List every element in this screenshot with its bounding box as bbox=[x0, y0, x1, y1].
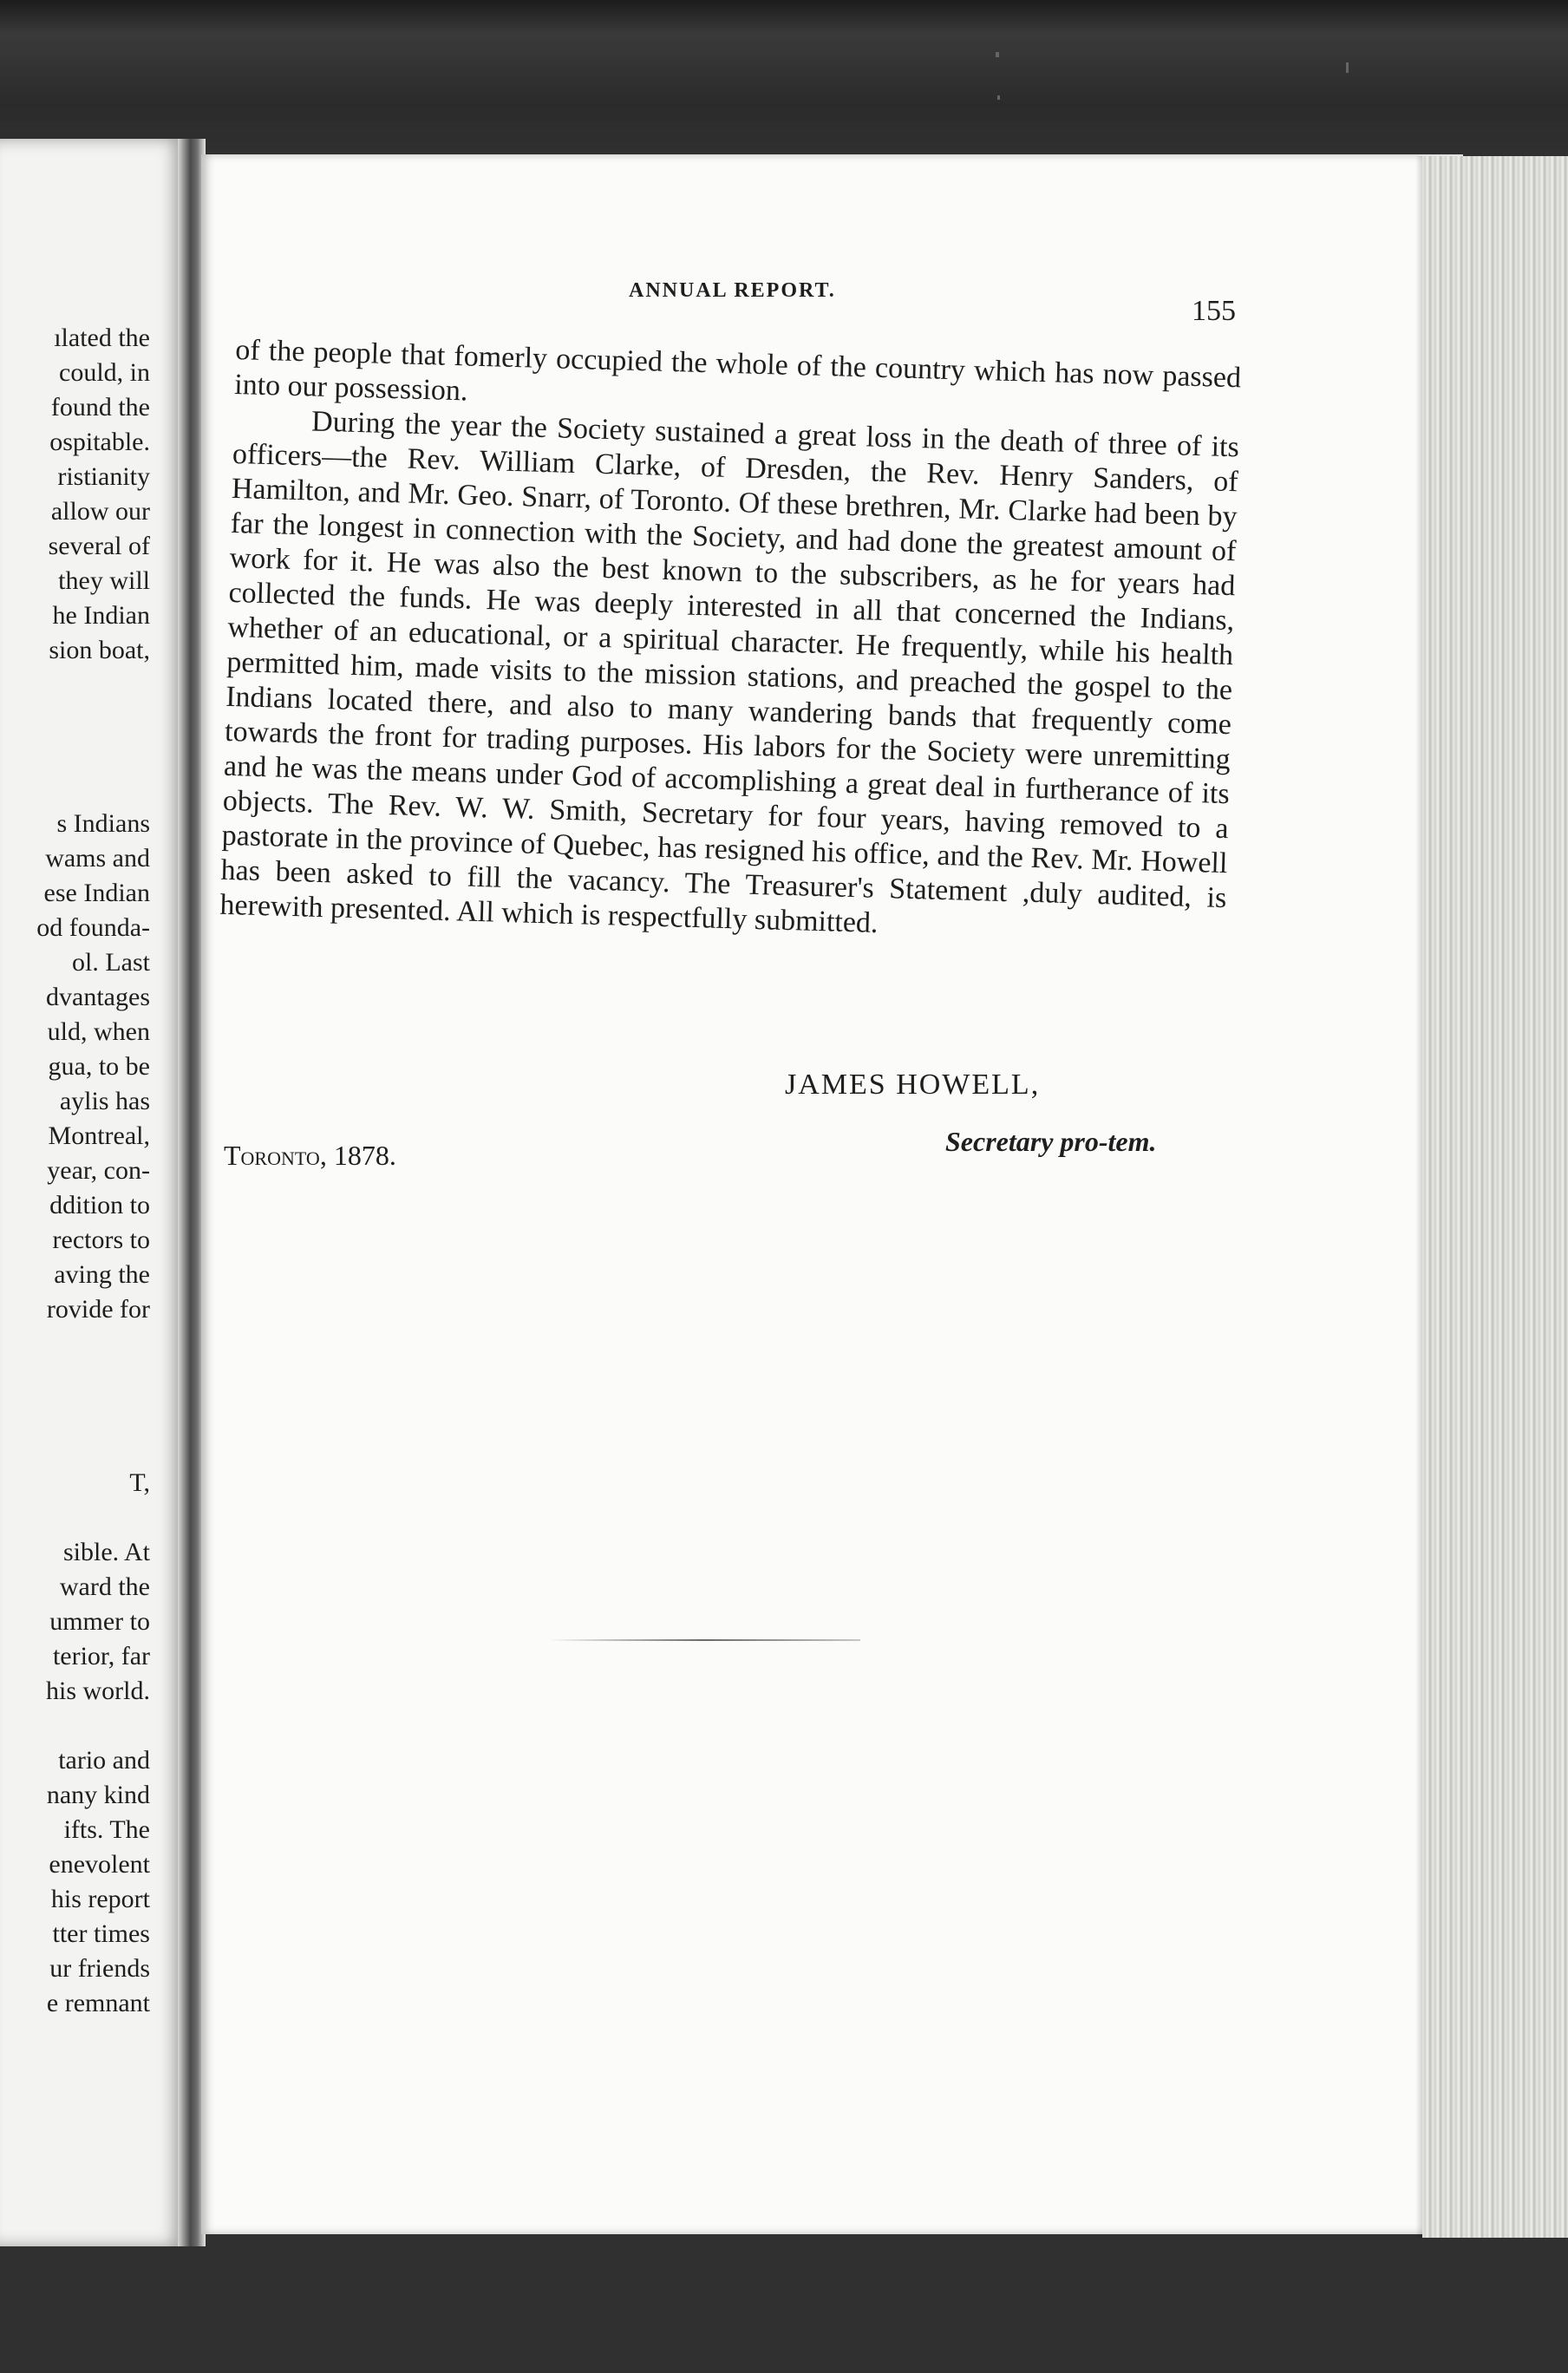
left-page-line: ward the bbox=[59, 1572, 150, 1601]
left-page-line: his world. bbox=[46, 1677, 150, 1705]
left-page-line: ummer to bbox=[49, 1607, 150, 1636]
left-page-line bbox=[0, 668, 150, 703]
left-page-line: gua, to be bbox=[48, 1052, 150, 1081]
left-page-line: enevolent bbox=[49, 1850, 150, 1879]
left-page-line: rovide for bbox=[46, 1295, 150, 1324]
paragraph-1: of the people that fomerly occupied the whole of the country which has now passed into our possession. bbox=[233, 333, 1242, 408]
left-page-line: terior, far bbox=[52, 1642, 150, 1670]
page-edges-stack bbox=[1422, 156, 1568, 2238]
signature-title: Secretary pro-tem. bbox=[945, 1126, 1157, 1157]
left-page-line: ifts. The bbox=[63, 1815, 150, 1844]
left-page-line bbox=[0, 1431, 150, 1466]
place: Toronto, bbox=[224, 1140, 327, 1171]
left-page-line: ılated the bbox=[54, 324, 150, 352]
left-page-line: nany kind bbox=[46, 1781, 150, 1809]
left-page-line: tario and bbox=[58, 1746, 150, 1775]
left-page-line: year, con- bbox=[47, 1156, 150, 1185]
left-page-line bbox=[0, 1362, 150, 1396]
year: 1878. bbox=[333, 1140, 396, 1171]
left-page-line: aving the bbox=[54, 1260, 150, 1289]
left-page-line: T, bbox=[129, 1468, 150, 1497]
paragraph-2: During the year the Society sustained a great loss in the death of three of its officers—the Rev. William Clarke, of Dresden, the Rev. Henry Sanders, of Hamilton, and Mr. Geo. Snarr, of Toronto. Of these brethren, Mr. Clarke had been by far the longest in connection with the Society, and had done the greatest amount of work for it. He was also the best known to the subscribers, as he for years had collected the funds. He was deeply interested in all that concerned the Indians, whether of an educational, or a spiritual character. He frequently, while his health permitted him, made visits to the mission stations, and preached the gospel to the Indians located there, and also to many wandering bands that frequently come towards the front for trading purposes. His labors for the Society were unremitting and he was the means under God of accomplishing a great deal in furtherance of its objects. The Rev. W. W. Smith, Secretary for four years, having removed to a pastorate in the province of Quebec, has resigned his office, and the Rev. Mr. Howell has been asked to fill the vacancy. The Treasurer's Statement ,duly audited, is herewith presented. All which is respectfully submitted. bbox=[219, 405, 1240, 939]
left-page-line: tter times bbox=[52, 1919, 150, 1948]
left-page-line: wams and bbox=[45, 844, 150, 873]
left-page-text bbox=[0, 321, 150, 2021]
left-page-line: allow our bbox=[50, 497, 150, 526]
signature-name: JAMES HOWELL, bbox=[785, 1069, 1041, 1101]
left-page-line: they will bbox=[58, 566, 150, 595]
left-page-line: aylis has bbox=[59, 1087, 150, 1115]
left-page-line bbox=[0, 703, 150, 737]
left-page-line: ese Indian bbox=[43, 879, 150, 907]
left-page-line bbox=[0, 1327, 150, 1362]
dust-speck bbox=[996, 52, 999, 57]
left-page-line: his report bbox=[50, 1885, 150, 1913]
running-head: ANNUAL REPORT. bbox=[629, 279, 836, 302]
left-page-line: ristianity bbox=[57, 462, 150, 491]
left-page-line: ddition to bbox=[49, 1191, 150, 1219]
left-page-line: ol. Last bbox=[72, 948, 150, 977]
left-page-line: uld, when bbox=[47, 1017, 150, 1046]
left-page-sliver bbox=[0, 139, 186, 2246]
left-page-line: e remnant bbox=[46, 1989, 150, 2017]
left-page-line bbox=[0, 1709, 150, 1743]
left-page-line: rectors to bbox=[52, 1226, 150, 1254]
left-page-line: sible. At bbox=[62, 1538, 150, 1566]
body-text bbox=[219, 333, 1242, 951]
left-page-line: sion boat, bbox=[49, 636, 150, 664]
left-page-line bbox=[0, 1396, 150, 1431]
page-number: 155 bbox=[1192, 295, 1236, 327]
left-page-line: he Indian bbox=[52, 601, 150, 630]
left-page-line bbox=[0, 737, 150, 772]
left-page-line: od founda- bbox=[36, 913, 150, 942]
left-page-line bbox=[0, 1500, 150, 1535]
place-date bbox=[224, 1140, 396, 1172]
left-page-line: ur friends bbox=[49, 1954, 150, 1983]
dust-speck bbox=[1346, 62, 1349, 73]
left-page-line: could, in bbox=[59, 358, 150, 387]
dust-speck bbox=[997, 95, 1000, 100]
left-page-line: ospitable. bbox=[49, 428, 150, 456]
left-page-line bbox=[0, 772, 150, 807]
left-page-line: found the bbox=[50, 393, 150, 422]
left-page-line: s Indians bbox=[56, 809, 150, 838]
left-page-line: several of bbox=[48, 532, 150, 560]
horizontal-rule bbox=[548, 1639, 860, 1641]
left-page-line: dvantages bbox=[46, 983, 150, 1011]
left-page-line: Montreal, bbox=[48, 1121, 150, 1150]
